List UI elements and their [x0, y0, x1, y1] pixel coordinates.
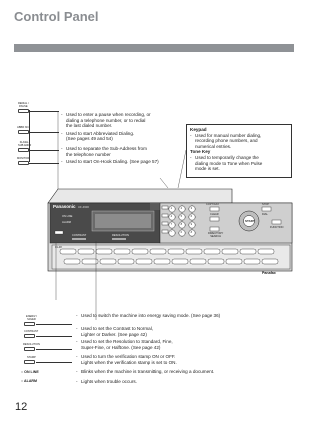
connector-line	[36, 362, 72, 363]
key-7[interactable]: 7	[170, 223, 173, 227]
clear-label: CLEAR	[210, 213, 219, 216]
lcd-alarm-label: ALARM	[62, 221, 71, 224]
tone-key-text: Used to temporarily change the dialing mode to Tone when Pulse mode is set.	[195, 154, 263, 172]
key-9[interactable]: 9	[190, 223, 193, 227]
brand-logo: Panasonic	[53, 204, 76, 209]
note-item: - Used to start Abbreviated Dialing. (See pages 49 and 54)	[61, 130, 135, 142]
model-label: UF-4600	[78, 205, 89, 209]
lcd-contrast-label: CONTRAST	[72, 234, 87, 237]
alarm-indicator	[21, 379, 37, 383]
copy-fax-label: COPY/FAX	[206, 203, 219, 206]
key-star[interactable]: *	[170, 231, 172, 235]
note-monitor-text: Used to start On-Hook Dialing. (See page 57)	[66, 159, 159, 165]
abbr-key-label: ABBR NO.	[17, 126, 30, 129]
key-2[interactable]: 2	[180, 207, 183, 211]
note-item: - Used to separate the Sub-Address from the telephone number	[61, 145, 147, 157]
lcd-on-line-label: ON LINE	[62, 215, 73, 218]
note-abbr-text: Used to start Abbreviated Dialing. (See pages 49 and 54)	[66, 130, 135, 142]
note-item: - Used to enter a pause when recording, or dialing a telephone number, or to redial the last dialed number.	[61, 112, 151, 129]
alarm-label: ALARM	[24, 379, 38, 383]
stamp-key-label: STAMP	[27, 356, 36, 359]
function-label: FUNCTION	[270, 226, 284, 229]
connector-line	[36, 324, 72, 325]
bottom-note-alarm: - Lights when trouble occurs.	[76, 379, 137, 384]
key-hash[interactable]: #	[190, 231, 193, 235]
keypad-info: Keypad - Used for manual number dialing, recording phone numbers, and numerical entries. Tone Key - Used to temporarily change the dialing mode to Tone when Pulse mode is set.	[190, 127, 288, 172]
resolution-text: Used to set the Resolution to Standard, Fine, Super-Fine, or Halftone. (See page 42)	[81, 339, 173, 350]
stamp-text: Used to turn the verification stamp ON or OFF. Lights when the verification stamp is set to ON.	[81, 354, 177, 365]
one-touch-label: 01-48	[55, 245, 62, 249]
key-0[interactable]: 0	[180, 231, 183, 235]
note-flash-text: Used to separate the Sub-Address from the telephone number	[66, 145, 147, 157]
bottom-note-energy: - Used to switch the machine into energy saving mode. (See page 36)	[76, 313, 221, 318]
energy-saver-text: Used to switch the machine into energy saving mode. (See page 36)	[81, 313, 221, 318]
key-5[interactable]: 5	[180, 215, 183, 219]
energy-saver-key-label: ENERGY SAVER	[26, 315, 37, 321]
pause-key-label: REDIAL / PAUSE	[18, 102, 29, 108]
flash-key-label: FLASH / SUB ADDR	[18, 141, 32, 147]
key-8[interactable]: 8	[180, 223, 183, 227]
resolution-key[interactable]	[24, 347, 35, 351]
dial-label: DIAL	[262, 213, 268, 216]
tone-key-title: Tone Key	[190, 149, 211, 155]
connector-line	[36, 336, 72, 337]
bottom-note-resolution: - Used to set the Resolution to Standard, Fine, Super-Fine, or Halftone. (See page 42)	[76, 339, 173, 350]
alarm-text: Lights when trouble occurs.	[81, 379, 137, 384]
energy-saver-key[interactable]	[24, 322, 35, 326]
on-line-text: Blinks when the machine is transmitting, or receiving a document.	[81, 369, 215, 374]
footer-brand: Panafax	[262, 271, 276, 275]
alarm-dot-icon: ○	[21, 379, 24, 383]
page-title: Control Panel	[14, 9, 99, 24]
stop-label: STOP	[262, 203, 270, 206]
contrast-key[interactable]	[24, 334, 35, 338]
key-6[interactable]: 6	[190, 215, 193, 219]
on-line-label: ON LINE	[24, 370, 39, 374]
bottom-note-contrast: - Used to set the Contrast to Normal, Lighter or Darker. (See page 42)	[76, 326, 153, 337]
key-3[interactable]: 3	[190, 207, 193, 211]
note-pause-text: Used to enter a pause when recording, or dialing a telephone number, or to redial the last dialed number.	[66, 112, 151, 129]
bottom-note-stamp: - Used to turn the verification stamp ON or OFF. Lights when the verification stamp is set to ON.	[76, 354, 177, 365]
on-line-indicator	[21, 370, 39, 374]
stamp-key[interactable]	[24, 360, 35, 364]
contrast-key-label: CONTRAST	[24, 330, 39, 333]
key-4[interactable]: 4	[170, 215, 173, 219]
monitor-key-label: MONITOR	[17, 157, 30, 160]
contrast-text: Used to set the Contrast to Normal, Lighter or Darker. (See page 42)	[81, 326, 153, 337]
directory-search-label: DIRECTORY SEARCH	[208, 232, 224, 238]
lcd-resolution-label: RESOLUTION	[112, 234, 129, 237]
bottom-note-on-line: - Blinks when the machine is transmitting, or receiving a document.	[76, 369, 215, 374]
start-label[interactable]: START	[245, 218, 255, 223]
page-number: 12	[15, 401, 28, 413]
note-item: - Used to start On-Hook Dialing. (See page 57)	[61, 159, 159, 165]
connector-line	[36, 349, 72, 350]
resolution-key-label: RESOLUTION	[23, 343, 40, 346]
keypad-title: Keypad	[190, 127, 207, 132]
on-line-dot-icon: ○	[21, 370, 24, 374]
keypad-text: Used for manual number dialing, recording phone numbers, and numerical entries.	[195, 132, 262, 149]
key-1[interactable]: 1	[170, 207, 173, 211]
